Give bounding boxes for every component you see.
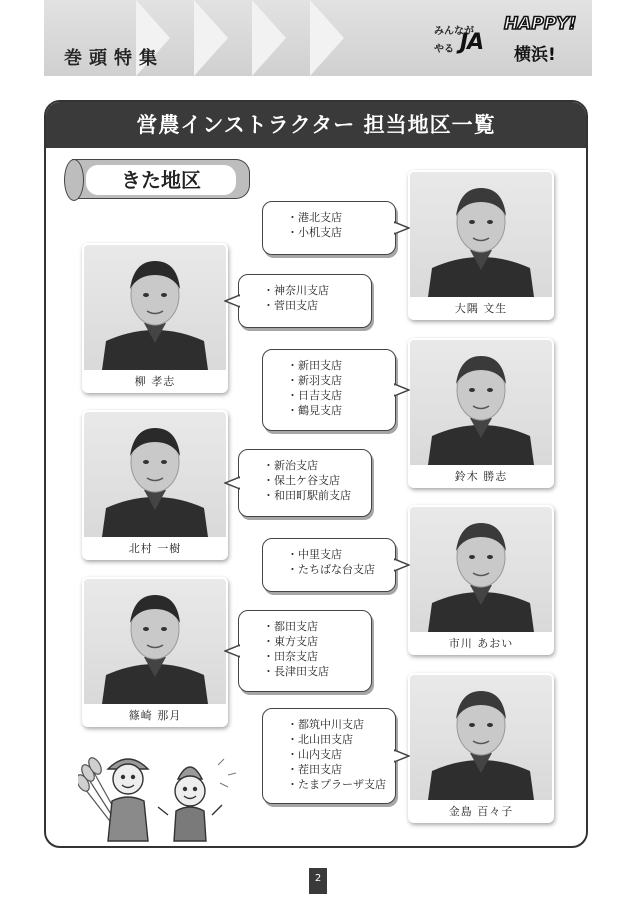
staff-photo bbox=[84, 579, 226, 704]
portrait-icon bbox=[84, 412, 226, 537]
portrait-shape bbox=[469, 555, 475, 559]
mascot-illustration-icon bbox=[78, 745, 238, 845]
portrait-shape bbox=[161, 627, 167, 631]
branch-item: ・都筑中川支店 bbox=[287, 718, 364, 731]
branch-item: ・新田支店 bbox=[287, 359, 342, 372]
staff-name: 篠崎 那月 bbox=[128, 709, 182, 722]
bubble-pointer-icon bbox=[224, 476, 240, 490]
portrait-shape bbox=[469, 723, 475, 727]
staff-name: 鈴木 勝志 bbox=[454, 470, 508, 483]
portrait-shape bbox=[487, 555, 493, 559]
staff-card bbox=[408, 338, 554, 488]
portrait-icon bbox=[410, 340, 552, 465]
page-number: 2 bbox=[309, 868, 327, 894]
staff-photo bbox=[410, 507, 552, 632]
logo-ja: JA bbox=[460, 30, 484, 55]
portrait-shape bbox=[469, 220, 475, 224]
staff-photo bbox=[84, 412, 226, 537]
staff-card bbox=[408, 505, 554, 655]
bubble-pointer-icon bbox=[394, 558, 410, 572]
bubble-pointer-icon bbox=[394, 383, 410, 397]
portrait-shape bbox=[161, 460, 167, 464]
branch-item: ・新治支店 bbox=[263, 459, 318, 472]
staff-name: 市川 あおい bbox=[448, 637, 514, 650]
portrait-icon bbox=[410, 172, 552, 297]
banner-chevron bbox=[252, 0, 286, 76]
branch-item: ・北山田支店 bbox=[287, 733, 353, 746]
logo-happy: HAPPY! bbox=[504, 14, 577, 34]
branch-item: ・新羽支店 bbox=[287, 374, 342, 387]
staff-card bbox=[408, 673, 554, 823]
branch-bubble bbox=[238, 274, 372, 328]
logo-hama: 横浜! bbox=[514, 45, 556, 65]
banner-chevron bbox=[310, 0, 344, 76]
portrait-shape bbox=[161, 293, 167, 297]
page-title: 営農インストラクター 担当地区一覧 bbox=[46, 102, 586, 148]
logo-text-2: やる bbox=[434, 44, 454, 55]
branch-item: ・神奈川支店 bbox=[263, 284, 329, 297]
staff-name: 大隅 文生 bbox=[454, 302, 508, 315]
branch-item: ・港北支店 bbox=[287, 211, 342, 224]
branch-bubble bbox=[262, 201, 396, 255]
logo-text-1: みんなが bbox=[434, 26, 474, 37]
staff-name: 柳 孝志 bbox=[134, 375, 176, 388]
branch-item: ・中里支店 bbox=[287, 548, 342, 561]
portrait-shape bbox=[143, 293, 149, 297]
banner-chevron bbox=[194, 0, 228, 76]
branch-item: ・たちばな台支店 bbox=[287, 563, 375, 576]
staff-card bbox=[82, 243, 228, 393]
staff-card bbox=[408, 170, 554, 320]
branch-bubble bbox=[262, 349, 396, 431]
portrait-shape bbox=[143, 460, 149, 464]
top-banner bbox=[44, 0, 592, 76]
branch-bubble bbox=[262, 538, 396, 592]
portrait-icon bbox=[84, 579, 226, 704]
branch-bubble bbox=[238, 610, 372, 692]
branch-bubble bbox=[262, 708, 396, 804]
branch-item: ・田奈支店 bbox=[263, 650, 318, 663]
portrait-shape bbox=[487, 388, 493, 392]
branch-item: ・都田支店 bbox=[263, 620, 318, 633]
staff-card bbox=[82, 410, 228, 560]
portrait-icon bbox=[410, 507, 552, 632]
branch-item: ・山内支店 bbox=[287, 748, 342, 761]
staff-card bbox=[82, 577, 228, 727]
portrait-icon bbox=[410, 675, 552, 800]
staff-photo bbox=[410, 675, 552, 800]
branch-item: ・小机支店 bbox=[287, 226, 342, 239]
staff-photo bbox=[410, 340, 552, 465]
district-tag bbox=[64, 157, 254, 201]
branch-item: ・茬田支店 bbox=[287, 763, 342, 776]
branch-item: ・日吉支店 bbox=[287, 389, 342, 402]
branch-item: ・たまプラーザ支店 bbox=[287, 778, 386, 791]
staff-name: 北村 一樹 bbox=[128, 542, 182, 555]
staff-photo bbox=[410, 172, 552, 297]
bubble-pointer-icon bbox=[394, 221, 410, 235]
branch-item: ・東方支店 bbox=[263, 635, 318, 648]
branch-item: ・和田町駅前支店 bbox=[263, 489, 351, 502]
district-label: きた地区 bbox=[86, 165, 236, 195]
section-title: 巻頭特集 bbox=[64, 48, 164, 69]
staff-photo bbox=[84, 245, 226, 370]
farmer-illustration-icon bbox=[78, 745, 238, 845]
branch-item: ・菅田支店 bbox=[263, 299, 318, 312]
ja-happy-logo bbox=[434, 10, 584, 70]
branch-item: ・保土ケ谷支店 bbox=[263, 474, 340, 487]
portrait-shape bbox=[469, 388, 475, 392]
portrait-shape bbox=[487, 723, 493, 727]
branch-bubble bbox=[238, 449, 372, 517]
bubble-pointer-icon bbox=[394, 749, 410, 763]
bubble-pointer-icon bbox=[224, 644, 240, 658]
log-end-icon bbox=[64, 159, 84, 201]
branch-item: ・長津田支店 bbox=[263, 665, 329, 678]
branch-item: ・鶴見支店 bbox=[287, 404, 342, 417]
bubble-pointer-icon bbox=[224, 294, 240, 308]
portrait-icon bbox=[84, 245, 226, 370]
staff-name: 金島 百々子 bbox=[448, 805, 514, 818]
portrait-shape bbox=[143, 627, 149, 631]
portrait-shape bbox=[487, 220, 493, 224]
